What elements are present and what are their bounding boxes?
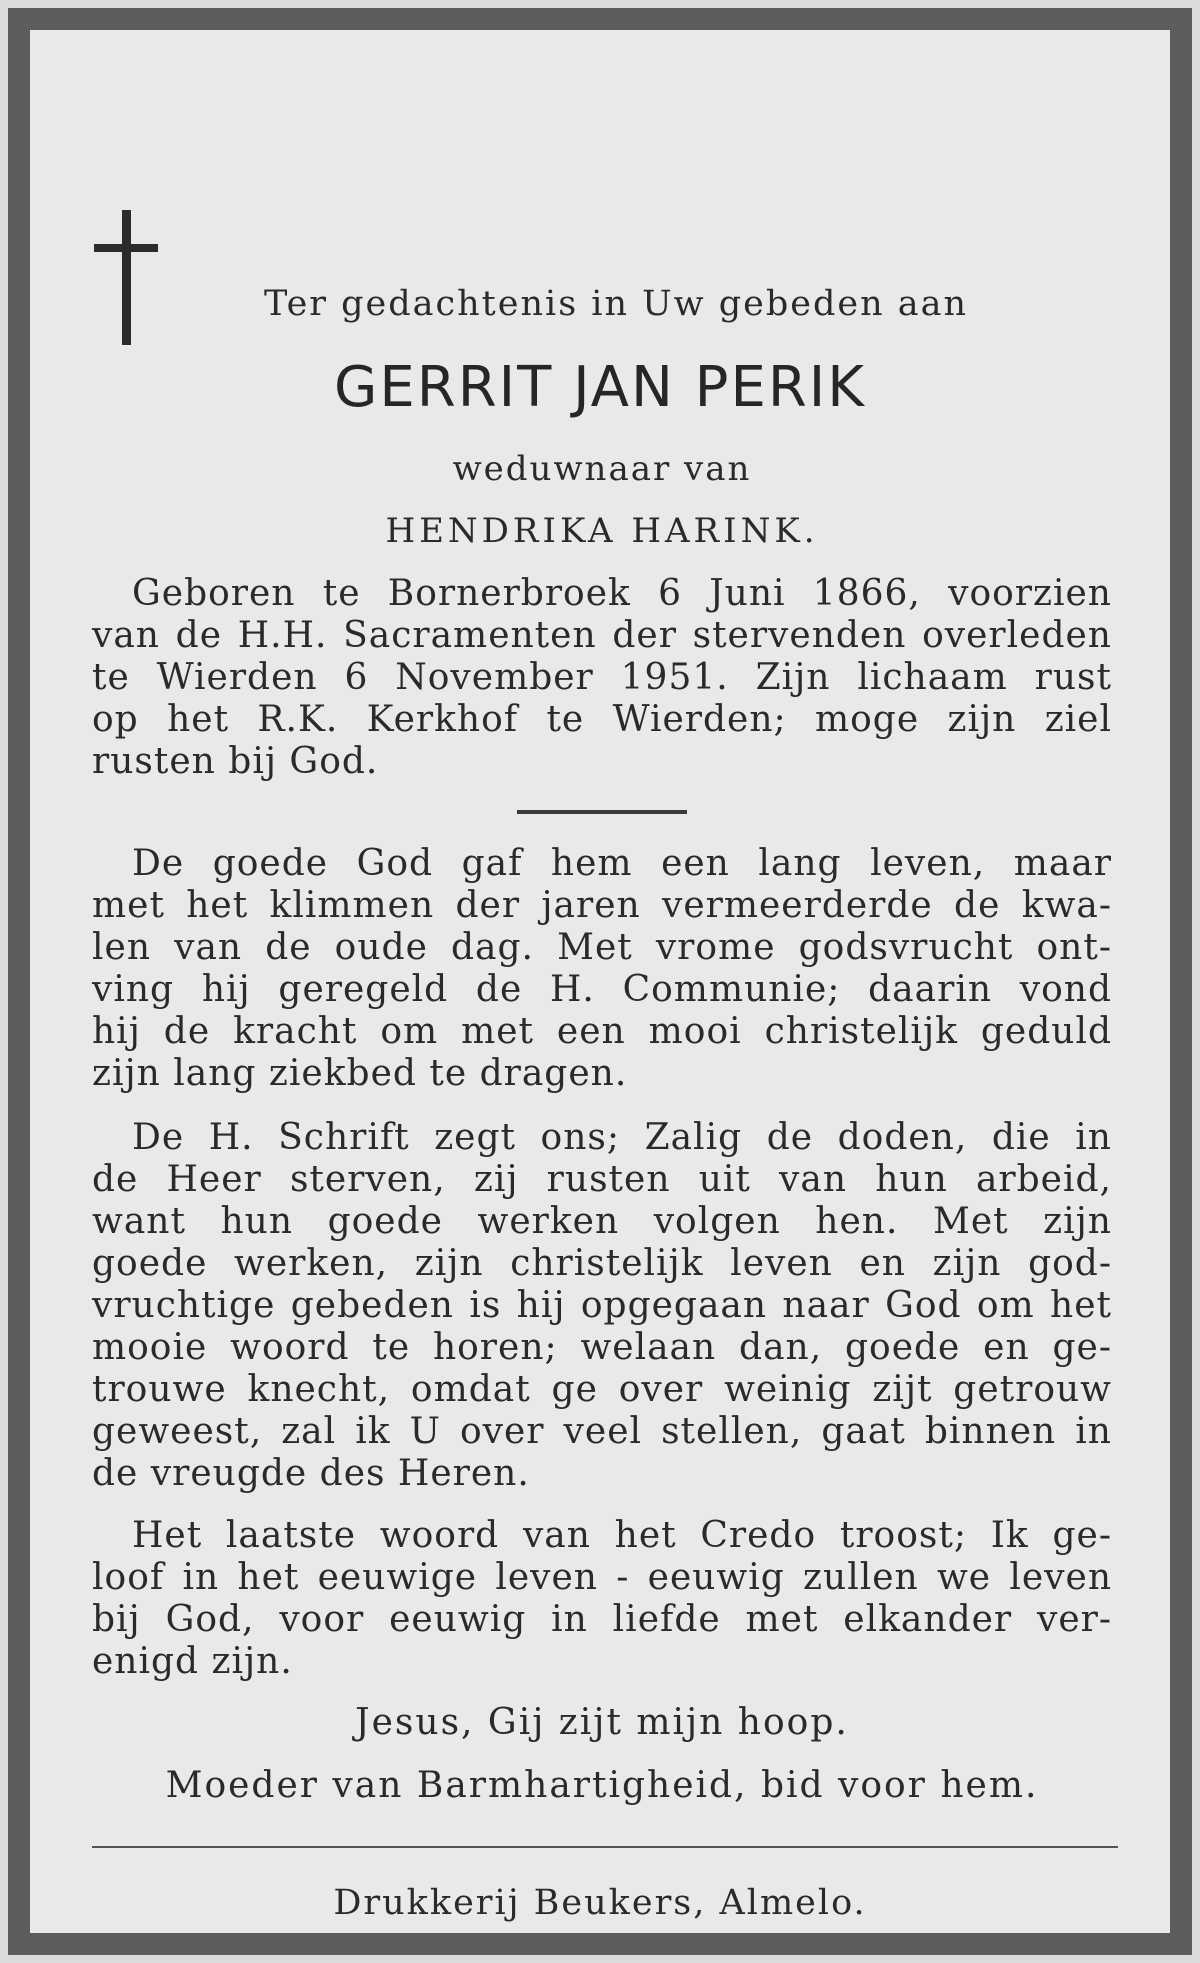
bio-line: op het R.K. Kerkhof te Wierden; moge zijn ziel [92,699,1112,740]
text-line: de vreugde des Heren. [92,1453,530,1494]
prayer-line: Moeder van Barmhartigheid, bid voor hem. [165,1765,1039,1806]
text-line: De H. Schrift zegt ons; Zalig de doden, die in [132,1117,1112,1158]
divider [517,810,687,814]
bio-line: te Wierden 6 November 1951. Zijn lichaam rust [92,657,1112,698]
text-line: bij God, voor eeuwig in liefde met elkander ver- [92,1599,1112,1640]
text-line: ving hij geregeld de H. Communie; daarin vond [92,969,1112,1010]
text-line: hij de kracht om met een mooi christelijk geduld [92,1011,1112,1052]
footer-divider [92,1846,1118,1848]
text-line: geweest, zal ik U over veel stellen, gaat binnen in [92,1411,1112,1452]
text-line: zijn lang ziekbed te dragen. [92,1053,628,1094]
bio-line: van de H.H. Sacramenten der stervenden overleden [92,615,1112,656]
text-line: enigd zijn. [92,1641,293,1682]
text-line: met het klimmen der jaren vermeerderde de kwa- [92,885,1112,926]
text-line: goede werken, zijn christelijk leven en zijn god- [92,1243,1112,1284]
bio-line: rusten bij God. [92,741,379,782]
text-line: de Heer sterven, zij rusten uit van hun arbeid, [92,1159,1112,1200]
text-line: len van de oude dag. Met vrome godsvrucht ont- [92,927,1112,968]
prayer-line: Jesus, Gij zijt mijn hoop. [355,1702,849,1743]
dedication-line: Ter gedachtenis in Uw gebeden aan [263,284,969,324]
text-line: loof in het eeuwige leven - eeuwig zullen we leven [92,1557,1112,1598]
text-line: mooie woord te horen; welaan dan, goede en ge- [92,1327,1112,1368]
text-line: want hun goede werken volgen hen. Met zijn [92,1201,1112,1242]
deceased-name: GERRIT JAN PERIK [334,355,866,420]
text-line: vruchtige gebeden is hij opgegaan naar God om het [92,1285,1112,1326]
text-line: Het laatste woord van het Credo troost; Ik ge- [132,1515,1112,1556]
cross-icon [94,210,158,345]
text-line: De goede God gaf hem een lang leven, maar [132,843,1112,884]
widower-line: weduwnaar van [452,449,752,489]
spouse-name: HENDRIKA HARINK. [385,511,819,551]
bio-line: Geboren te Bornerbroek 6 Juni 1866, voorzien [132,573,1112,614]
text-line: trouwe knecht, omdat ge over weinig zijt getrouw [92,1369,1112,1410]
printer-credit: Drukkerij Beukers, Almelo. [333,1883,867,1923]
